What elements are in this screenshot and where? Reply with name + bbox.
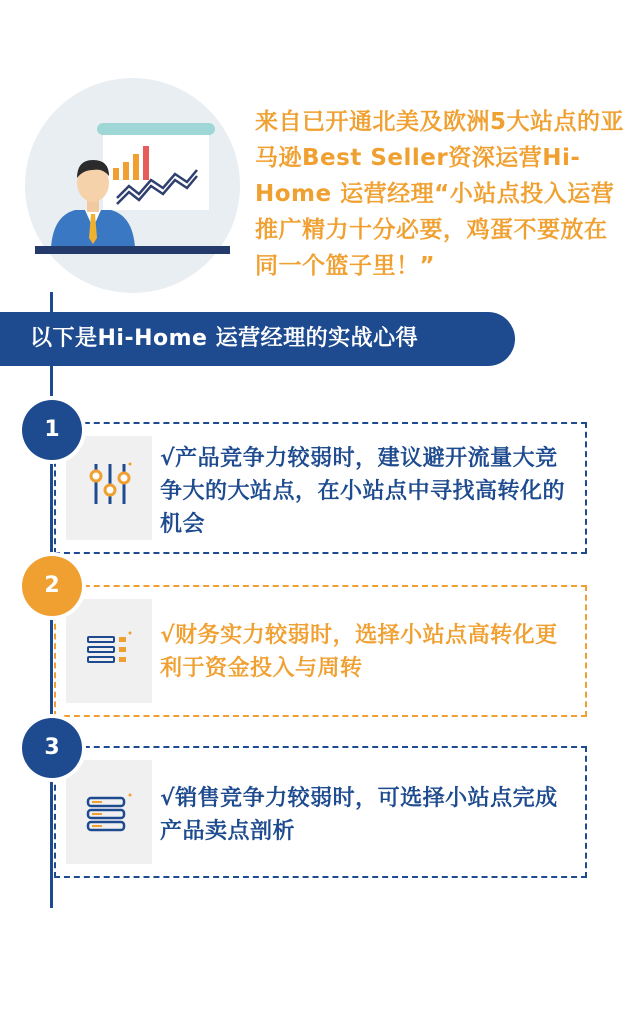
step-badge-1: 1 [22, 400, 82, 460]
presenter-icon [25, 78, 240, 293]
sliders-icon [86, 460, 136, 508]
tip-text-3: √销售竞争力较弱时，可选择小站点完成产品卖点剖析 [160, 786, 558, 844]
hero-illustration [25, 78, 240, 293]
list-icon [86, 631, 136, 673]
tip-card-2 [54, 585, 587, 717]
tip-icon-panel [66, 599, 152, 703]
section-banner: 以下是Hi-Home 运营经理的实战心得 [0, 312, 515, 366]
tip-card-1 [54, 422, 587, 554]
expert-quote: 来自已开通北美及欧洲5大站点的亚马逊Best Seller资深运营Hi-Home 运营经理“小站点投入运营推广精力十分必要，鸡蛋不要放在同一个篮子里！” [255, 109, 625, 279]
tip-card-3 [54, 746, 587, 878]
step-badge-2: 2 [22, 556, 82, 616]
tip-text-1: √产品竞争力较弱时，建议避开流量大竞争大的大站点，在小站点中寻找高转化的机会 [160, 446, 566, 537]
server-icon [86, 792, 136, 836]
step-badge-3: 3 [22, 718, 82, 778]
tip-icon-panel [66, 760, 152, 864]
tip-icon-panel [66, 436, 152, 540]
tip-text-2: √财务实力较弱时，选择小站点高转化更利于资金投入与周转 [160, 623, 558, 681]
